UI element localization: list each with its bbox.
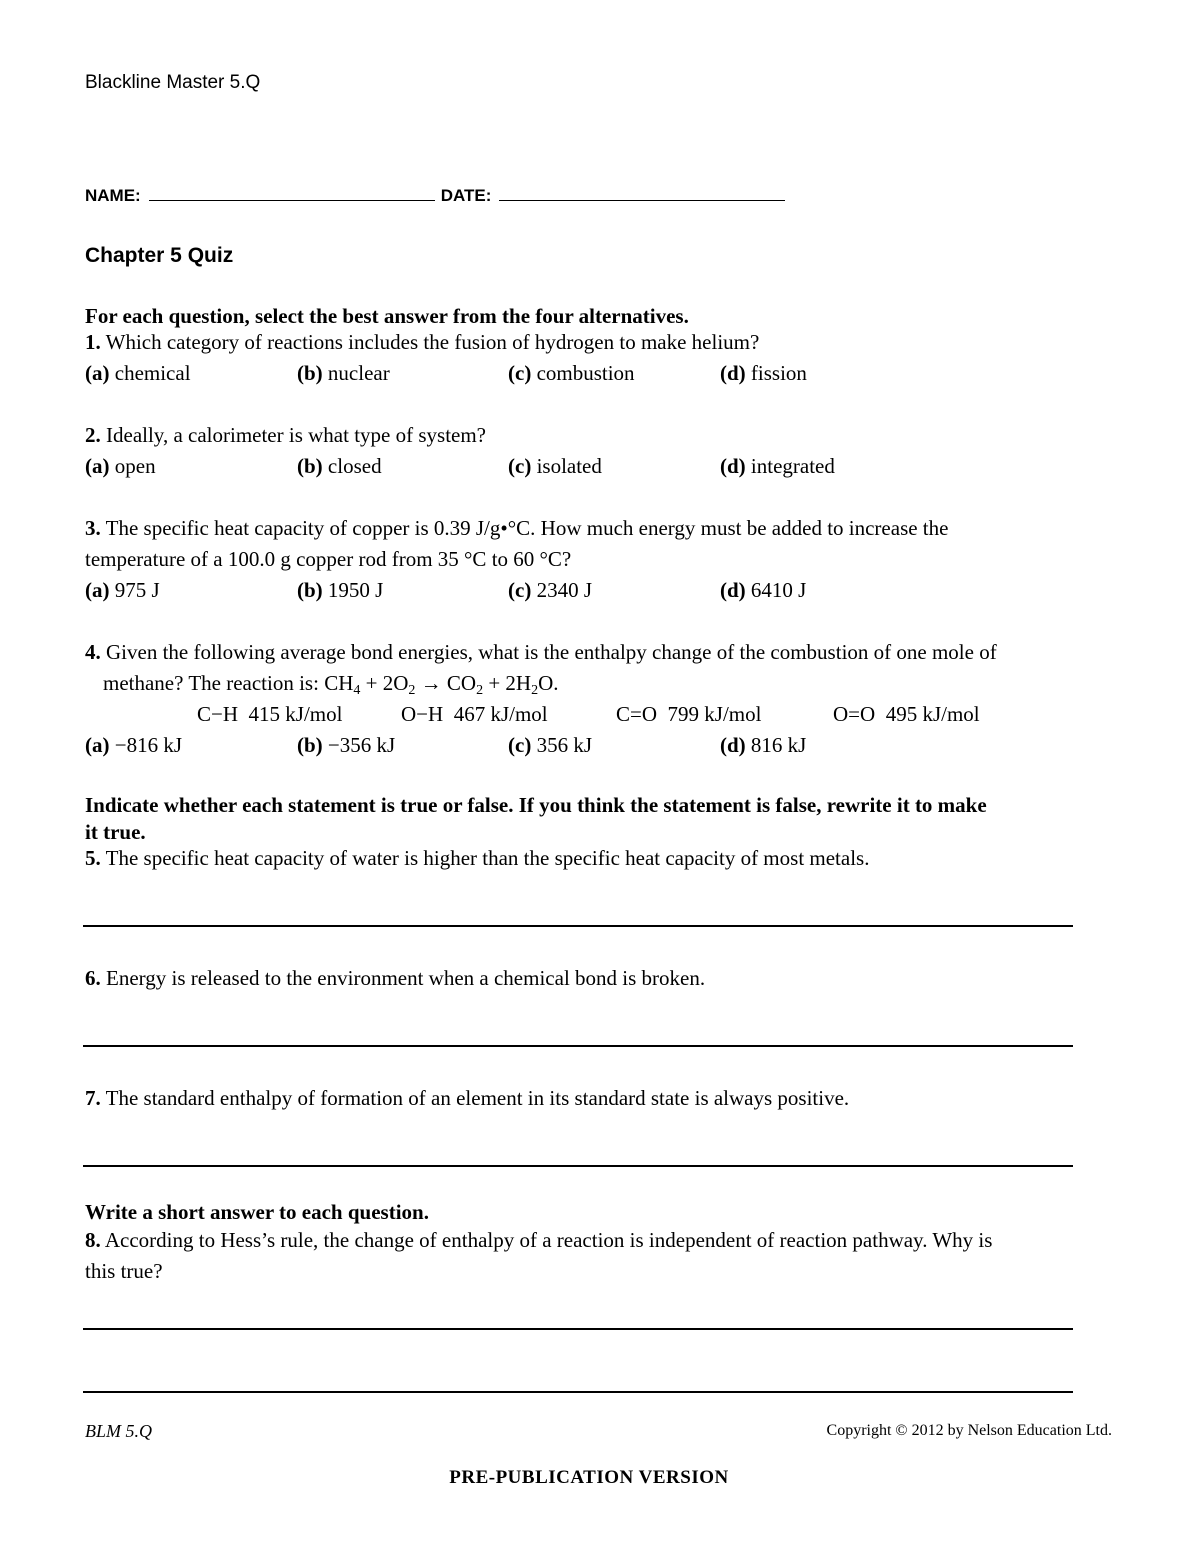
answer-line-6[interactable] <box>83 1045 1073 1047</box>
question-3-options <box>85 575 1085 606</box>
option-text: 6410 J <box>750 578 807 602</box>
option-text: 356 kJ <box>536 733 592 757</box>
option-d[interactable] <box>720 730 806 761</box>
question-text: Ideally, a calorimeter is what type of system? <box>106 423 486 447</box>
option-letter: (d) <box>720 578 746 602</box>
option-text: 816 kJ <box>750 733 807 757</box>
option-a[interactable] <box>85 451 156 482</box>
option-text: 2340 J <box>536 578 592 602</box>
reaction-equation: $CH_4 + 2O_2 \to CO_2 + 2H_2O$. <box>324 671 559 698</box>
question-1-options <box>85 358 1085 389</box>
answer-line-7[interactable] <box>83 1165 1073 1167</box>
option-letter: (b) <box>297 361 323 385</box>
question-8 <box>85 1225 992 1256</box>
question-7 <box>85 1083 849 1114</box>
prepublication-notice: PRE-PUBLICATION VERSION <box>449 1467 729 1488</box>
question-number: 5. <box>85 846 101 870</box>
bond-energy-oo: O=O 495 kJ/mol <box>833 702 980 726</box>
option-letter: (d) <box>720 733 746 757</box>
name-blank[interactable] <box>149 186 435 201</box>
option-c[interactable] <box>508 575 592 606</box>
option-d[interactable] <box>720 358 807 389</box>
date-label: DATE: <box>440 186 492 205</box>
option-b[interactable] <box>297 358 390 389</box>
answer-line-8a[interactable] <box>83 1328 1073 1330</box>
question-number: 3. <box>85 516 101 540</box>
question-2-options <box>85 451 1085 482</box>
date-blank[interactable] <box>499 186 785 201</box>
bond-energies-row <box>85 699 1085 730</box>
option-letter: (b) <box>297 454 323 478</box>
section1-instruction: For each question, select the best answer from the four alternatives. <box>85 304 689 328</box>
name-label: NAME: <box>85 186 141 205</box>
question-4 <box>85 637 997 668</box>
option-text: −356 kJ <box>327 733 396 757</box>
question-8-line2: this true? <box>85 1259 163 1283</box>
option-letter: (a) <box>85 361 110 385</box>
option-d[interactable] <box>720 575 806 606</box>
answer-line-8b[interactable] <box>83 1391 1073 1393</box>
footer-copyright: Copyright © 2012 by Nelson Education Ltd. <box>826 1422 1112 1439</box>
option-text: chemical <box>114 361 191 385</box>
option-c[interactable] <box>508 730 592 761</box>
question-5 <box>85 843 869 874</box>
question-6 <box>85 963 705 994</box>
question-4-options <box>85 730 1085 761</box>
option-a[interactable] <box>85 358 191 389</box>
section2-instruction-line2: it true. <box>85 820 146 844</box>
question-number: 1. <box>85 330 101 354</box>
option-c[interactable] <box>508 451 602 482</box>
option-text: −816 kJ <box>114 733 183 757</box>
question-1 <box>85 327 759 358</box>
question-2 <box>85 420 486 451</box>
bond-energy-co: C=O 799 kJ/mol <box>616 702 762 726</box>
question-text: Energy is released to the environment when a chemical bond is broken. <box>106 966 706 990</box>
name-date-row <box>85 186 791 206</box>
option-text: combustion <box>536 361 635 385</box>
option-letter: (d) <box>720 454 746 478</box>
option-a[interactable] <box>85 730 182 761</box>
option-letter: (c) <box>508 361 532 385</box>
option-letter: (b) <box>297 578 323 602</box>
option-letter: (c) <box>508 578 532 602</box>
option-letter: (a) <box>85 733 110 757</box>
option-letter: (c) <box>508 454 532 478</box>
option-letter: (b) <box>297 733 323 757</box>
option-text: open <box>114 454 156 478</box>
option-letter: (a) <box>85 578 110 602</box>
question-text: The standard enthalpy of formation of an element in its standard state is always positive. <box>105 1086 850 1110</box>
option-text: 1950 J <box>327 578 384 602</box>
question-3 <box>85 513 948 544</box>
option-a[interactable] <box>85 575 160 606</box>
bond-energy-oh: O−H 467 kJ/mol <box>401 702 548 726</box>
option-b[interactable] <box>297 451 382 482</box>
option-text: nuclear <box>327 361 390 385</box>
document-header: Blackline Master 5.Q <box>85 72 261 93</box>
option-letter: (d) <box>720 361 746 385</box>
bond-energy-ch: C−H 415 kJ/mol <box>197 702 343 726</box>
option-letter: (c) <box>508 733 532 757</box>
footer-blm-code: BLM 5.Q <box>85 1421 152 1441</box>
option-letter: (a) <box>85 454 110 478</box>
question-number: 4. <box>85 640 101 664</box>
question-number: 2. <box>85 423 101 447</box>
option-d[interactable] <box>720 451 835 482</box>
option-text: integrated <box>750 454 835 478</box>
question-number: 8. <box>85 1228 101 1252</box>
quiz-title: Chapter 5 Quiz <box>85 244 234 267</box>
question-number: 6. <box>85 966 101 990</box>
option-b[interactable] <box>297 575 383 606</box>
question-text-line1: Given the following average bond energies, what is the enthalpy change of the combustion of one mole of <box>106 640 997 664</box>
question-3-line2: temperature of a 100.0 g copper rod from 35 °C to 60 °C? <box>85 547 572 571</box>
question-text: Which category of reactions includes the fusion of hydrogen to make helium? <box>105 330 760 354</box>
question-4-line2 <box>103 668 559 699</box>
section2-instruction-line1: Indicate whether each statement is true or false. If you think the statement is false, rewrite it to make <box>85 793 987 817</box>
option-text: closed <box>327 454 382 478</box>
question-text: The specific heat capacity of water is higher than the specific heat capacity of most metals. <box>105 846 870 870</box>
option-b[interactable] <box>297 730 395 761</box>
question-number: 7. <box>85 1086 101 1110</box>
question-text-line1: According to Hess’s rule, the change of enthalpy of a reaction is independent of reaction pathway. Why is <box>104 1228 993 1252</box>
option-text: fission <box>750 361 807 385</box>
question-text-prefix: methane? The reaction is: <box>103 671 325 695</box>
option-text: 975 J <box>114 578 160 602</box>
answer-line-5[interactable] <box>83 925 1073 927</box>
question-text-line1: The specific heat capacity of copper is 0.39 J/g•°C. How much energy must be added to increase the <box>105 516 949 540</box>
option-c[interactable] <box>508 358 635 389</box>
option-text: isolated <box>536 454 602 478</box>
section3-instruction: Write a short answer to each question. <box>85 1200 429 1224</box>
